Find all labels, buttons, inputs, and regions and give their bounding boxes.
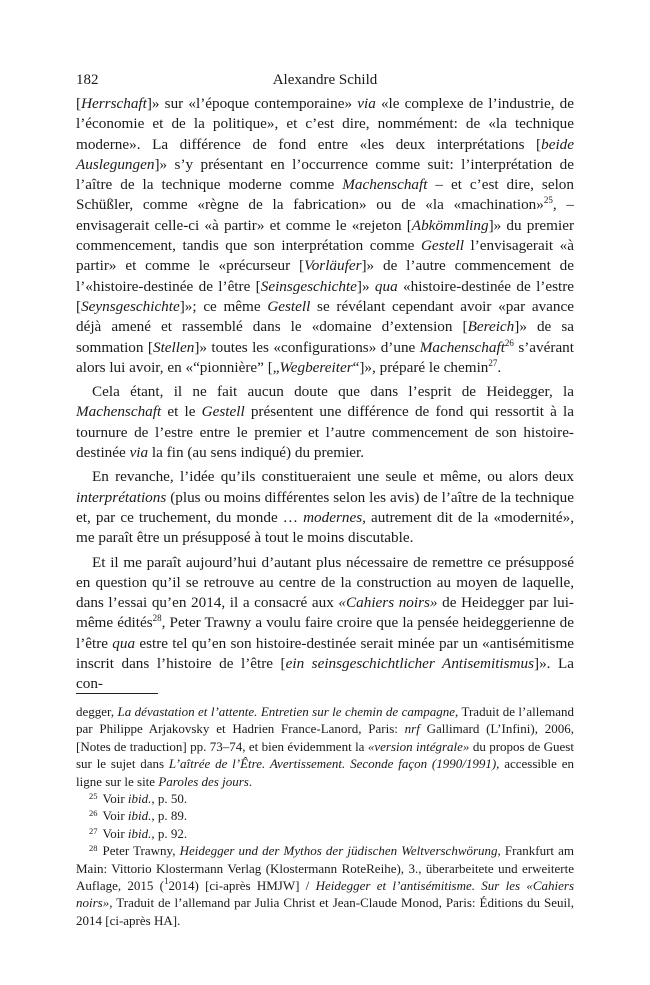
footnote-25: $^{25}$ Voir ibid., p. 50. (89, 791, 188, 807)
footnote-continuation: degger, La dévastation et l’attente. Entretien sur le chemin de campagne, Traduit de l’allemand par Philippe Arjakovsky et Hadrien France-Lanord, Paris: nrf Gallimard (L’Infini), 2006, [Notes de traduction] pp. 73–74, et bien évidemment la «version intégrale» du propos de Guest sur le sujet dans L’aîtrée de l’Être. Avertissement. Seconde façon (1990/1991), accessible en ligne sur le site Paroles des jours. (76, 704, 574, 789)
footnotes (76, 703, 574, 929)
paragraph: Cela étant, il ne fait aucun doute que dans l’esprit de Heidegger, la Machenschaft et le Gestell présentent une différence de fond qui ressortit à la tournure de l’estre entre le premier et l’autre commencement de son histoire-destinée via la fin (au sens indiqué) du premier. (76, 383, 575, 462)
footnote-27: $^{27}$ Voir ibid., p. 92. (89, 825, 188, 841)
body-text (76, 94, 574, 699)
footnote-rule (76, 693, 158, 694)
running-head: Alexandre Schild (272, 72, 378, 88)
footnote-26: $^{26}$ Voir ibid., p. 89. (89, 808, 188, 824)
paragraph: Et il me paraît aujourd’hui d’autant plus nécessaire de remettre ce présupposé en question qu’il se retrouve au centre de la construction au moyen de laquelle, dans l’essai qu’en 2014, il a consacré aux «Cahiers noirs» de Heidegger par lui-même édités$^{28}$, Peter Trawny a voulu faire croire que la pensée heideggerienne de l’être qua estre tel qu’en son histoire-destinée serait minée par un «antisémitisme inscrit dans l’histoire de l’être [ein seinsgeschichtlicher Antisemitismus]». La con- (76, 553, 575, 693)
page-header (76, 72, 574, 92)
paragraph: En revanche, l’idée qu’ils constitueraient une seule et même, ou alors deux interprétations (plus ou moins différentes selon les avis) de l’aître de la technique et, par ce truchement, du monde … modernes, autrement dit de la «modernité», me paraît être un présupposé à tout le moins discutable. (76, 468, 575, 547)
paragraph: [Herrschaft]» sur «l’époque contemporaine» via «le complexe de l’industrie, de l’économie et de la politique», et c’est dire, nommément: de «la technique moderne». La différence de fond entre «les deux interprétations [beide Auslegungen]» s’y présentant en l’occurrence comme suit: l’interprétation de l’aître de la technique moderne comme Machenschaft – et c’est dire, selon Schüßler, comme «règne de la fabrication» ou de «la «machination»$^{25}$, – envisagerait celle-ci «à partir» et comme le «rejeton [Abkömmling]» du premier commencement, tandis que son interprétation comme Gestell l’envisagerait «à partir» et comme le «précurseur [Vorläufer]» de l’autre commencement de l’«histoire-destinée de l’être [Seinsgeschichte]» qua «histoire-destinée de l’estre [Seynsgeschichte]»; ce même Gestell se révélant cependant avoir «par avance déjà amené et rassemblé dans le «domaine d’extension [Bereich]» de sa sommation [Stellen]» toutes les «configurations» d’une Machenschaft$^{26}$ s’avérant alors lui avoir, en «“pionnière” [„Wegbereiter“]», préparé le chemin$^{27}$. (76, 95, 575, 376)
page-number: 182 (76, 72, 99, 88)
footnote-28: $^{28}$ Peter Trawny, Heidegger und der Mythos der jüdischen Weltverschwörung, Frankfurt am Main: Vittorio Klostermann Verlag (Klostermann RoteReihe), 3., überarbeitete und erweiterte Auflage, 2015 ($^1$2014) [ci-après HMJW] / Heidegger et l’antisémitisme. Sur les «Cahiers noirs», Traduit de l’allemand par Julia Christ et Jean-Claude Monod, Paris: Éditions du Seuil, 2014 [ci-après HA]. (76, 843, 574, 928)
